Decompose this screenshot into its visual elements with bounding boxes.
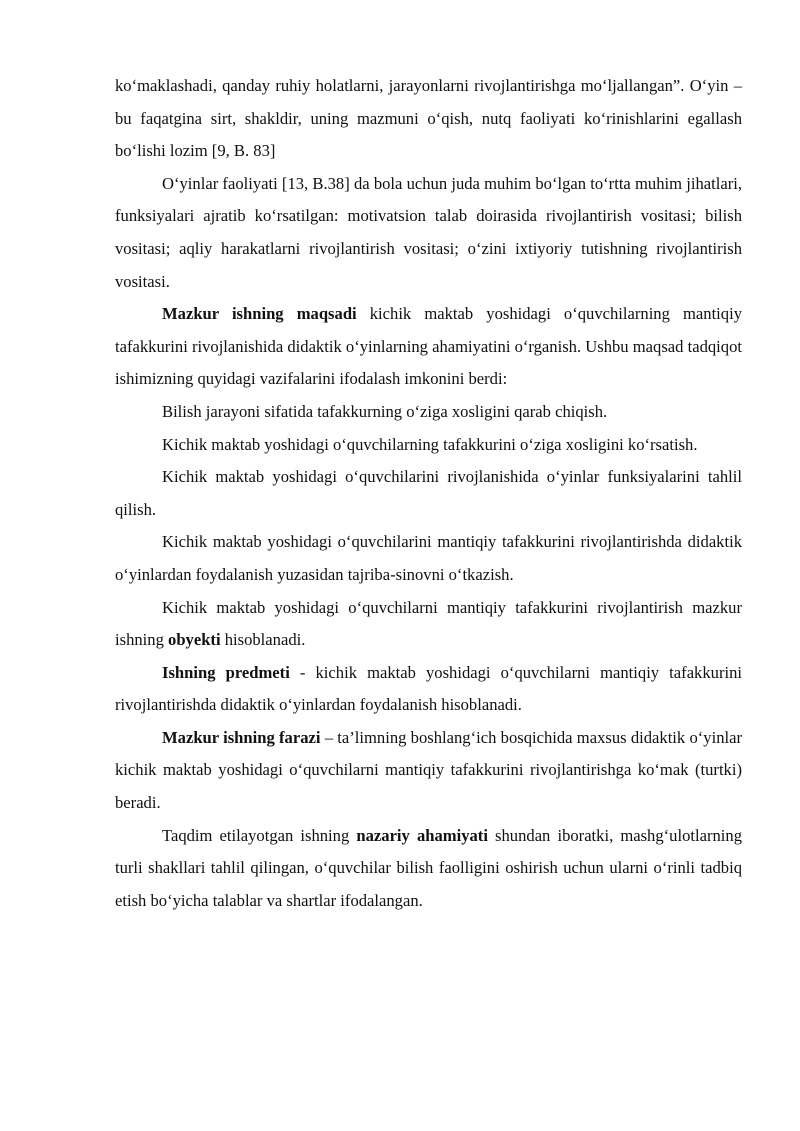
paragraph-8-text: Kichik maktab yoshidagi o‘quvchilarni mantiqiy tafakkurini rivojlantirish mazkur ishning — [115, 597, 742, 650]
paragraph-9 — [115, 657, 742, 722]
paragraph-1-text: ko‘maklashadi, qanday ruhiy holatlarni, jarayonlarni rivojlantirishga mo‘ljallangan”. O‘yin – bu faqatgina sirt, shakldir, uning mazmuni o‘qish, nutq faoliyati ko‘rinishlarini egallash bo‘lishi lozim [9, B. 83] — [115, 76, 742, 161]
paragraph-10-bold-term: Mazkur ishning farazi — [162, 727, 321, 747]
paragraph-4-text: Bilish jarayoni sifatida tafakkurning o‘ziga xosligini qarab chiqish. — [162, 401, 608, 421]
paragraph-3-text: kichik maktab yoshidagi o‘quvchilarning mantiqiy tafakkurini rivojlanishida didaktik o‘yinlarning ahamiyatini o‘rganish. Ushbu maqsad tadqiqot ishimizning quyidagi vazifalarini ifodalash imkonini berdi: — [115, 304, 742, 389]
document-page — [115, 70, 742, 917]
paragraph-9-text: - kichik maktab yoshidagi o‘quvchilarni mantiqiy tafakkurini rivojlantirishda didaktik o‘yinlardan foydalanish hisoblanadi. — [115, 662, 742, 715]
paragraph-8-bold-term: obyekti — [168, 630, 221, 650]
paragraph-8-text-end: hisoblanadi. — [220, 630, 306, 650]
paragraph-11-text-end: shundan iboratki, mashg‘ulotlarning turli shakllari tahlil qilingan, o‘quvchilar bilish faolligini oshirish uchun ularni o‘rinli tadbiq etish bo‘yicha talablar va shartlar ifodalangan. — [115, 825, 742, 910]
paragraph-10-text: – ta’limning boshlang‘ich bosqichida maxsus didaktik o‘yinlar kichik maktab yoshidagi o‘quvchilarni mantiqiy tafakkurini rivojlantirishga ko‘mak (turtki) beradi. — [115, 727, 742, 813]
paragraph-4 — [115, 396, 742, 429]
paragraph-6-text: Kichik maktab yoshidagi o‘quvchilarini rivojlanishida o‘yinlar funksiyalarini tahlil qilish. — [115, 467, 742, 519]
paragraph-2-text: O‘yinlar faoliyati [13, B.38] da bola uchun juda muhim bo‘lgan to‘rtta muhim jihatlari, funksiyalari ajratib ko‘rsatilgan: motivatsion talab doirasida rivojlantirish vositasi; bilish vositasi; aqliy harakatlarni rivojlantirish vositasi; o‘zini ixtiyoriy tutishning rivojlantirish vositasi. — [115, 173, 742, 291]
paragraph-11 — [115, 820, 742, 918]
paragraph-10 — [115, 722, 742, 820]
paragraph-5 — [115, 429, 742, 462]
paragraph-6 — [115, 461, 742, 526]
paragraph-7 — [115, 526, 742, 591]
paragraph-11-text: Taqdim etilayotgan ishning — [162, 825, 357, 845]
paragraph-2 — [115, 168, 742, 298]
paragraph-11-bold-term: nazariy ahamiyati — [356, 825, 488, 845]
paragraph-5-text: Kichik maktab yoshidagi o‘quvchilarning tafakkurini o‘ziga xosligini ko‘rsatish. — [162, 434, 698, 454]
paragraph-3-bold-term: Mazkur ishning maqsadi — [162, 304, 357, 324]
paragraph-7-text: Kichik maktab yoshidagi o‘quvchilarini mantiqiy tafakkurini rivojlantirishda didaktik o‘yinlardan foydalanish yuzasidan tajriba-sinovni o‘tkazish. — [115, 532, 742, 584]
paragraph-8 — [115, 592, 742, 657]
paragraph-1 — [115, 70, 742, 168]
paragraph-3 — [115, 298, 742, 396]
paragraph-9-bold-term: Ishning predmeti — [162, 662, 290, 682]
